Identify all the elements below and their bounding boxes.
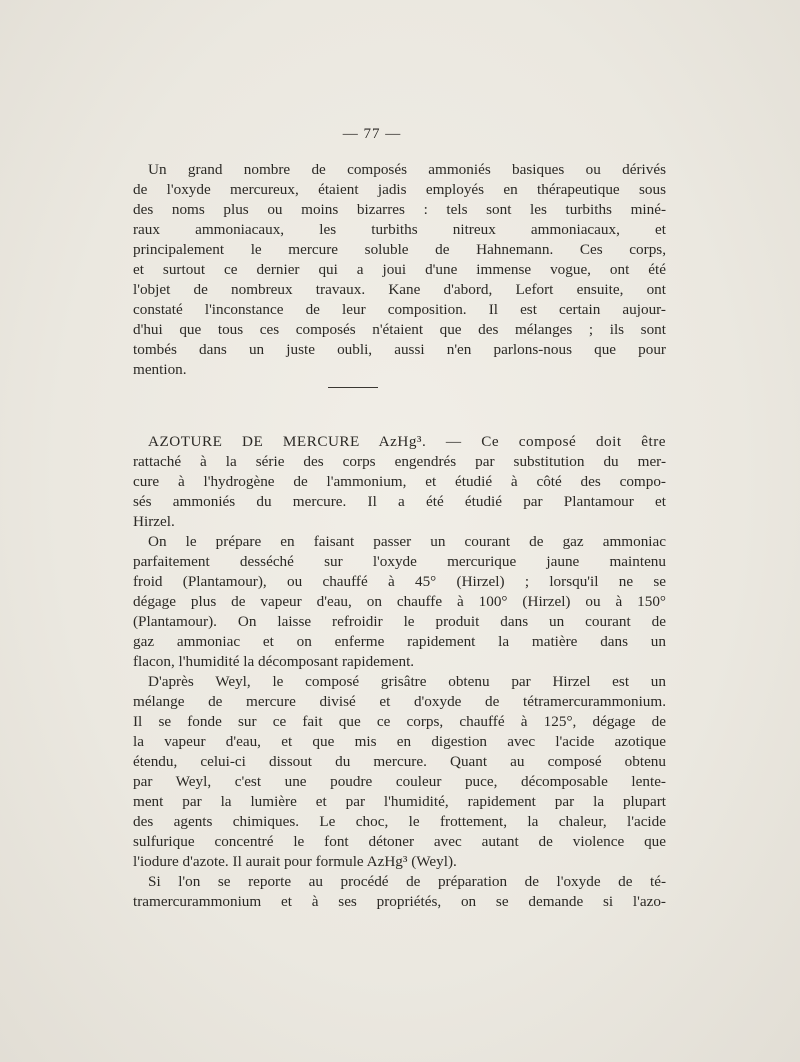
text-line: constaté l'inconstance de leur composition. Il est certain aujour- (133, 301, 666, 318)
text-line: étendu, celui-ci dissout du mercure. Quant au composé obtenu (133, 753, 666, 770)
text-line: tombés dans un juste oubli, aussi n'en parlons-nous que pour (133, 341, 666, 358)
text-line: des noms plus ou moins bizarres : tels sont les turbiths miné- (133, 201, 666, 218)
page-number: — 77 — (342, 126, 402, 142)
text-line: tramercurammonium et à ses propriétés, on se demande si l'azo- (133, 893, 666, 910)
text-line: dégage plus de vapeur d'eau, on chauffe à 100° (Hirzel) ou à 150° (133, 593, 666, 610)
text-line: d'hui que tous ces composés n'étaient que des mélanges ; ils sont (133, 321, 666, 338)
text-line: rattaché à la série des corps engendrés par substitution du mer- (133, 453, 666, 470)
text-line: principalement le mercure soluble de Hahnemann. Ces corps, (133, 241, 666, 258)
text-line: parfaitement desséché sur l'oxyde mercurique jaune maintenu (133, 553, 666, 570)
text-line-last: Hirzel. (133, 513, 175, 530)
text-line: cure à l'hydrogène de l'ammonium, et étudié à côté des compo- (133, 473, 666, 490)
text-line: gaz ammoniac et on enferme rapidement la matière dans un (133, 633, 666, 650)
text-line: D'après Weyl, le composé grisâtre obtenu par Hirzel est un (148, 673, 666, 690)
text-line-last: l'iodure d'azote. Il aurait pour formule AzHg³ (Weyl). (133, 853, 457, 870)
text-line: la vapeur d'eau, et que mis en digestion avec l'acide azotique (133, 733, 666, 750)
text-line: Un grand nombre de composés ammoniés basiques ou dérivés (148, 161, 666, 178)
text-line: On le prépare en faisant passer un courant de gaz ammoniac (148, 533, 666, 550)
text-line: mélange de mercure divisé et d'oxyde de tétramercurammonium. (133, 693, 666, 710)
text-line: des agents chimiques. Le choc, le frottement, la chaleur, l'acide (133, 813, 666, 830)
text-line: et surtout ce dernier qui a joui d'une immense vogue, ont été (133, 261, 666, 278)
text-line: sés ammoniés du mercure. Il a été étudié par Plantamour et (133, 493, 666, 510)
section-divider (328, 387, 378, 388)
text-line: Il se fonde sur ce fait que ce corps, chauffé à 125°, dégage de (133, 713, 666, 730)
text-line: sulfurique concentré le font détoner avec autant de violence que (133, 833, 666, 850)
text-line-last: flacon, l'humidité la décomposant rapidement. (133, 653, 415, 670)
text-line: froid (Plantamour), ou chauffé à 45° (Hirzel) ; lorsqu'il ne se (133, 573, 666, 590)
text-line: ment par la lumière et par l'humidité, rapidement par la plupart (133, 793, 666, 810)
text-line: raux ammoniacaux, les turbiths nitreux ammoniacaux, et (133, 221, 666, 238)
text-line: par Weyl, c'est une poudre couleur puce, décomposable lente- (133, 773, 666, 790)
text-line: (Plantamour). On laisse refroidir le produit dans un courant de (133, 613, 666, 630)
text-line: l'objet de nombreux travaux. Kane d'abord, Lefort ensuite, ont (133, 281, 666, 298)
text-line: de l'oxyde mercureux, étaient jadis employés en thérapeutique sous (133, 181, 666, 198)
text-line-last: mention. (133, 361, 187, 378)
section-heading-line: AZOTURE DE MERCURE AzHg³. — Ce composé doit être (148, 433, 666, 450)
text-line: Si l'on se reporte au procédé de préparation de l'oxyde de té- (148, 873, 666, 890)
